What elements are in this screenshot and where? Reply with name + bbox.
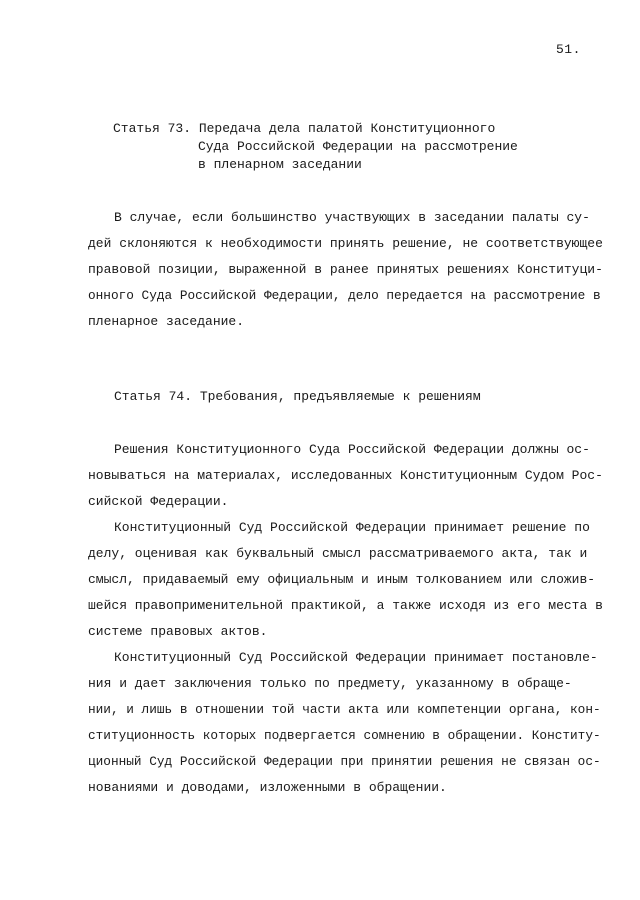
article-74-p3-line-6: нованиями и доводами, изложенными в обращении. bbox=[88, 780, 447, 795]
article-73-title-line-1: Статья 73. Передача дела палатой Конституционного bbox=[113, 121, 496, 136]
article-73-paragraph-line-4: онного Суда Российской Федерации, дело передается на рассмотрение в bbox=[88, 288, 601, 303]
article-74-p2-line-5: системе правовых актов. bbox=[88, 624, 268, 639]
article-74-p3-line-3: нии, и лишь в отношении той части акта или компетенции органа, кон- bbox=[88, 702, 601, 717]
article-74-p2-line-2: делу, оценивая как буквальный смысл рассматриваемого акта, так и bbox=[88, 546, 588, 561]
article-74-p1-line-2: новываться на материалах, исследованных Конституционным Судом Рос- bbox=[88, 468, 603, 483]
page-number: 51. bbox=[556, 42, 581, 57]
article-74-p3-line-5: ционный Суд Российской Федерации при принятии решения не связан ос- bbox=[88, 754, 601, 769]
article-74-p2-line-3: смысл, придаваемый ему официальным и иным толкованием или сложив- bbox=[88, 572, 596, 587]
article-74-p2-line-4: шейся правоприменительной практикой, а также исходя из его места в bbox=[88, 598, 603, 613]
article-73-paragraph-line-3: правовой позиции, выраженной в ранее принятых решениях Конституци- bbox=[88, 262, 603, 277]
article-74-p3-line-1: Конституционный Суд Российской Федерации принимает постановле- bbox=[114, 650, 598, 665]
article-74-p1-line-3: сийской Федерации. bbox=[88, 494, 229, 509]
article-73-title-line-2: Суда Российской Федерации на рассмотрение bbox=[198, 139, 518, 154]
article-74-p1-line-1: Решения Конституционного Суда Российской Федерации должны ос- bbox=[114, 442, 590, 457]
article-73-paragraph-line-5: пленарное заседание. bbox=[88, 314, 245, 329]
article-74-p2-line-1: Конституционный Суд Российской Федерации принимает решение по bbox=[114, 520, 590, 535]
article-73-paragraph-line-1: В случае, если большинство участвующих в заседании палаты су- bbox=[114, 210, 590, 225]
article-74-p3-line-2: ния и дает заключения только по предмету, указанному в обраще- bbox=[88, 676, 572, 691]
article-74-title: Статья 74. Требования, предъявляемые к решениям bbox=[114, 389, 481, 404]
article-73-title-line-3: в пленарном заседании bbox=[198, 157, 362, 172]
article-73-paragraph-line-2: дей склоняются к необходимости принять решение, не соответствующее bbox=[88, 236, 603, 251]
article-74-p3-line-4: ституционность которых подвергается сомнению в обращении. Конститу- bbox=[88, 728, 601, 743]
